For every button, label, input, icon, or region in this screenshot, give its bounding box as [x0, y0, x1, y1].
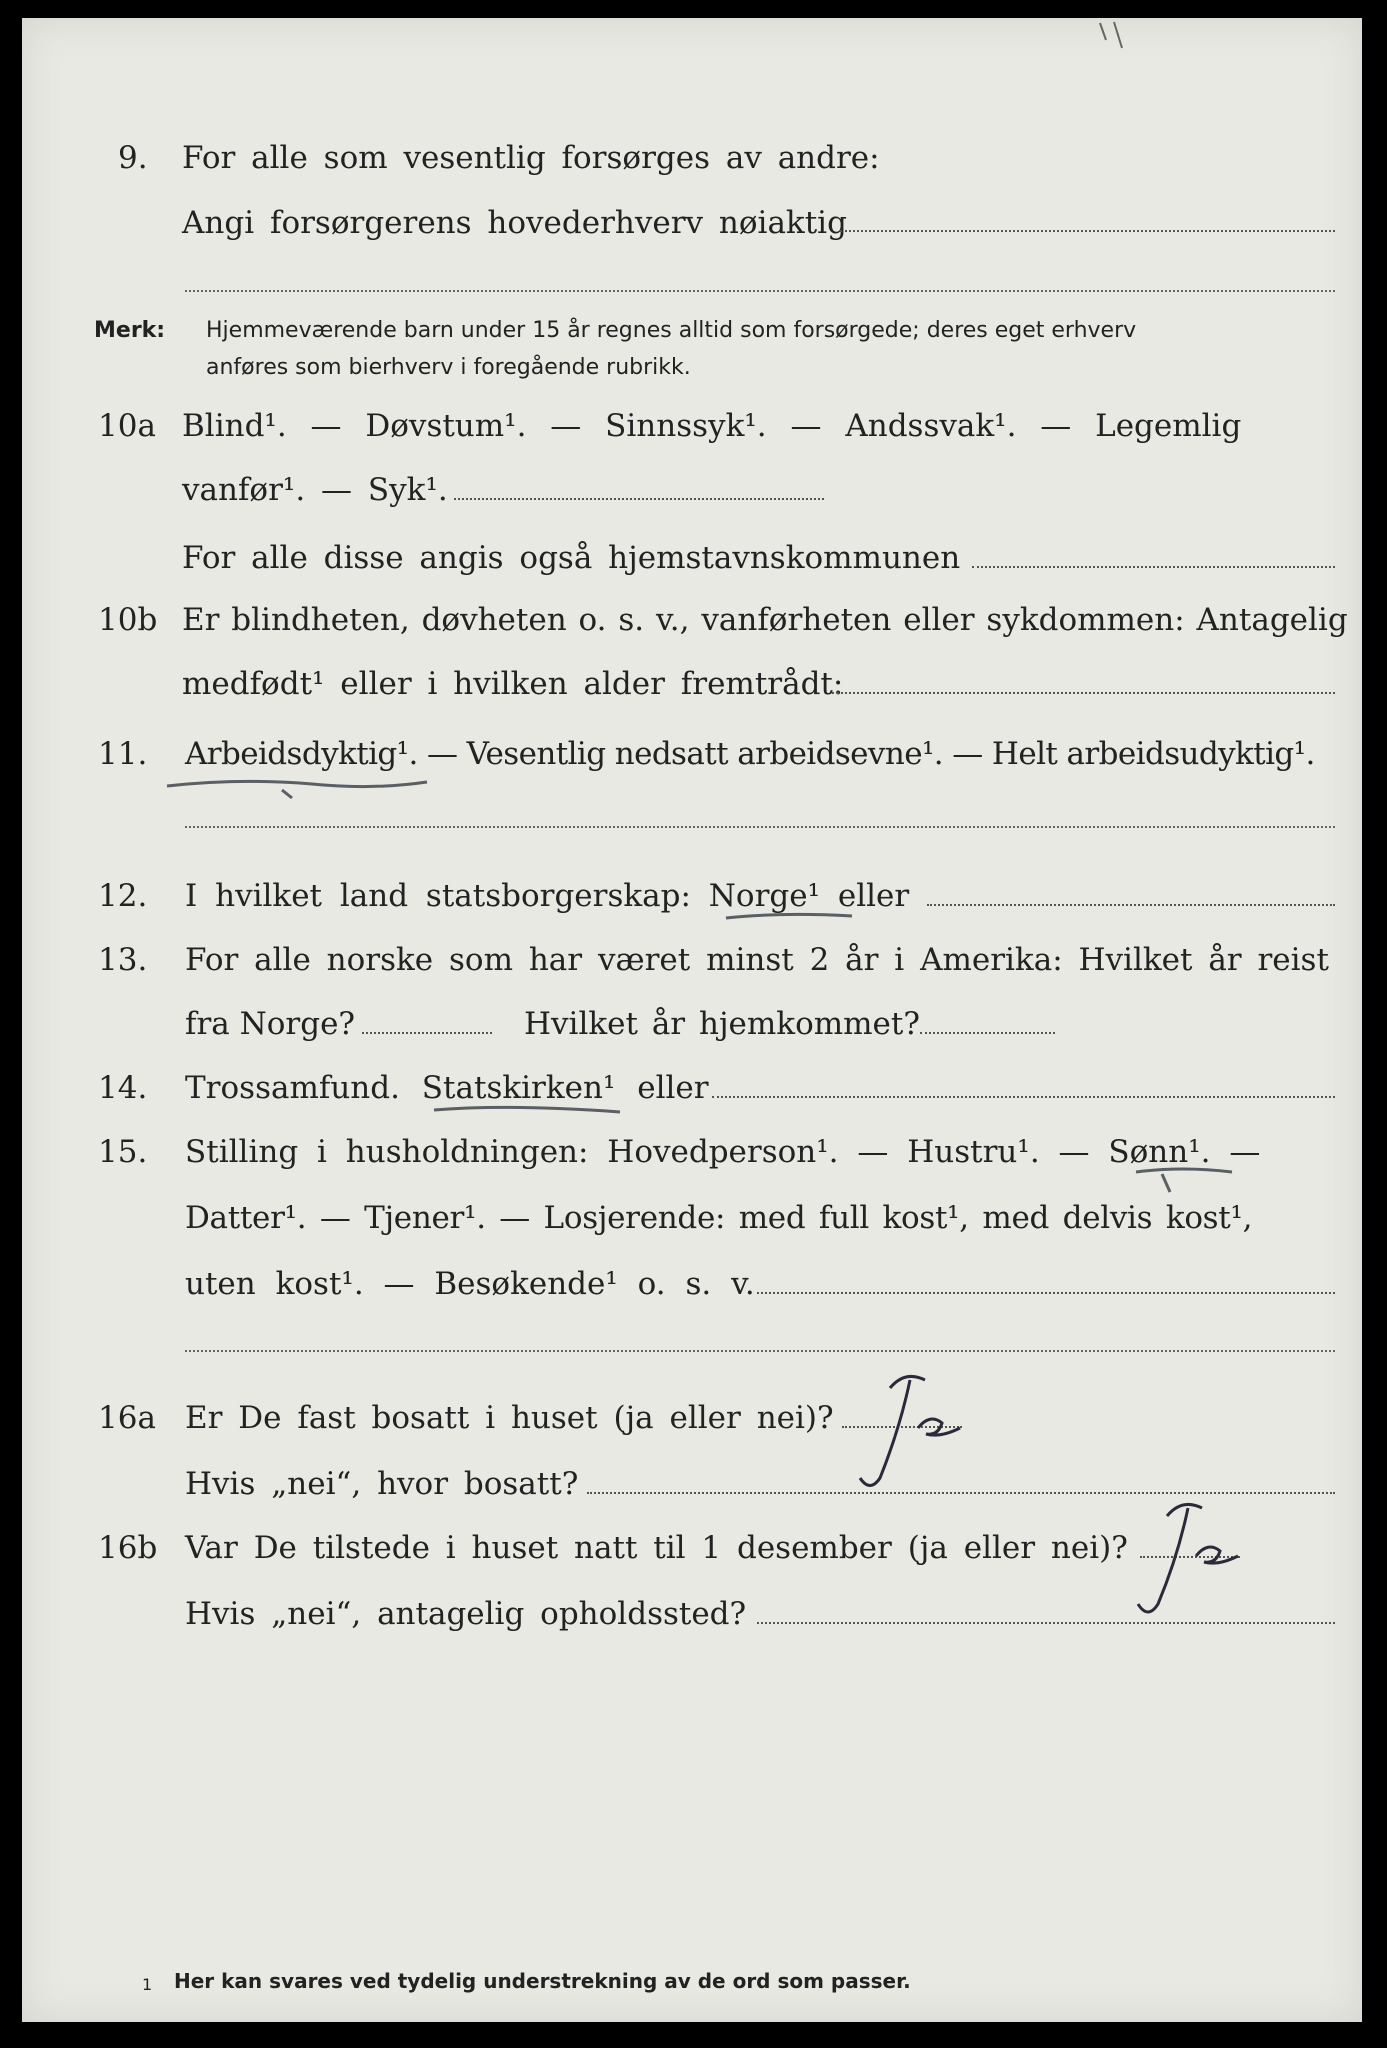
q15-answer-line[interactable] [757, 1292, 1335, 1294]
q12-text: I hvilket land statsborgerskap: Norge¹ eller [185, 878, 910, 914]
q13-line1: For alle norske som har været minst 2 år i Amerika: Hvilket år reist [185, 942, 1329, 978]
q12-underline-mark [722, 908, 862, 932]
merk-line1: Hjemmeværende barn under 15 år regnes alltid som forsørgede; deres eget erhverv [206, 318, 1137, 343]
q13-line2a: fra Norge? [185, 1006, 356, 1042]
q15-number: 15. [98, 1134, 148, 1170]
q9-number: 9. [118, 140, 148, 176]
q16a-line1: Er De fast bosatt i huset (ja eller nei)? [185, 1400, 834, 1436]
q10b-line2: medfødt¹ eller i hvilken alder fremtrådt: [182, 666, 844, 702]
q11-number: 11. [98, 736, 148, 772]
q15-line1: Stilling i husholdningen: Hovedperson¹. — Hustru¹. — Sønn¹. — [185, 1134, 1261, 1170]
q16b-handwritten-answer [1112, 1496, 1262, 1626]
q16a-number: 16a [98, 1400, 156, 1436]
q13-year-returned-line[interactable] [920, 1032, 1055, 1034]
q15-answer-line-2[interactable] [185, 1350, 1335, 1352]
q10b-number: 10b [98, 602, 158, 638]
q10a-line1: Blind¹. — Døvstum¹. — Sinnssyk¹. — Andssvak¹. — Legemlig [182, 408, 1242, 444]
footnote-text: Her kan svares ved tydelig understrekning av de ord som passer. [174, 1969, 911, 1993]
q10b-line1: Er blindheten, døvheten o. s. v., vanførheten eller sykdommen: Antagelig [182, 602, 1348, 638]
q13-line2b: Hvilket år hjemkommet? [524, 1006, 920, 1042]
q16b-location-line[interactable] [757, 1622, 1335, 1624]
census-form-page [22, 18, 1362, 2022]
q16b-line2: Hvis „nei“, antagelig opholdssted? [185, 1596, 747, 1632]
q16a-handwritten-answer [830, 1368, 980, 1498]
pencil-mark [1092, 18, 1152, 68]
merk-line2: anføres som bierhverv i foregående rubrikk. [206, 355, 691, 380]
q14-answer-line[interactable] [712, 1096, 1335, 1098]
q9-line1: For alle som vesentlig forsørges av andre: [182, 140, 880, 176]
q9-line2: Angi forsørgerens hovederhverv nøiaktig [182, 205, 847, 241]
q12-answer-line[interactable] [927, 904, 1335, 906]
q16b-line1: Var De tilstede i huset natt til 1 desember (ja eller nei)? [185, 1530, 1128, 1566]
q14-number: 14. [98, 1070, 148, 1106]
q11-answer-line[interactable] [185, 826, 1335, 828]
q13-number: 13. [98, 942, 148, 978]
q16a-residence-line[interactable] [587, 1492, 1335, 1494]
q10a-line2: vanfør¹. — Syk¹. [182, 472, 448, 508]
q10a-number: 10a [98, 408, 156, 444]
q14-text: Trossamfund. Statskirken¹ eller [185, 1070, 709, 1106]
q13-year-left-line[interactable] [362, 1032, 492, 1034]
merk-label: Merk: [94, 318, 166, 343]
q10a-answer-line[interactable] [454, 498, 824, 500]
q10a-line3: For alle disse angis også hjemstavnskommunen [182, 540, 961, 576]
q10b-answer-line[interactable] [832, 692, 1335, 694]
q9-answer-line[interactable] [840, 230, 1335, 232]
footnote-mark: 1 [142, 1975, 153, 1994]
q15-line3: uten kost¹. — Besøkende¹ o. s. v. [185, 1266, 755, 1302]
q14-underline-mark [430, 1100, 630, 1126]
q16a-line2: Hvis „nei“, hvor bosatt? [185, 1466, 579, 1502]
q16b-number: 16b [98, 1530, 158, 1566]
q10a-home-municipality-line[interactable] [972, 566, 1335, 568]
q9-answer-line-2[interactable] [185, 290, 1335, 292]
q11-text: Arbeidsdyktig¹. — Vesentlig nedsatt arbeidsevne¹. — Helt arbeidsudyktig¹. [185, 736, 1315, 772]
q12-number: 12. [98, 878, 148, 914]
q15-line2: Datter¹. — Tjener¹. — Losjerende: med full kost¹, med delvis kost¹, [185, 1200, 1253, 1236]
q11-underline-mark [162, 768, 432, 808]
